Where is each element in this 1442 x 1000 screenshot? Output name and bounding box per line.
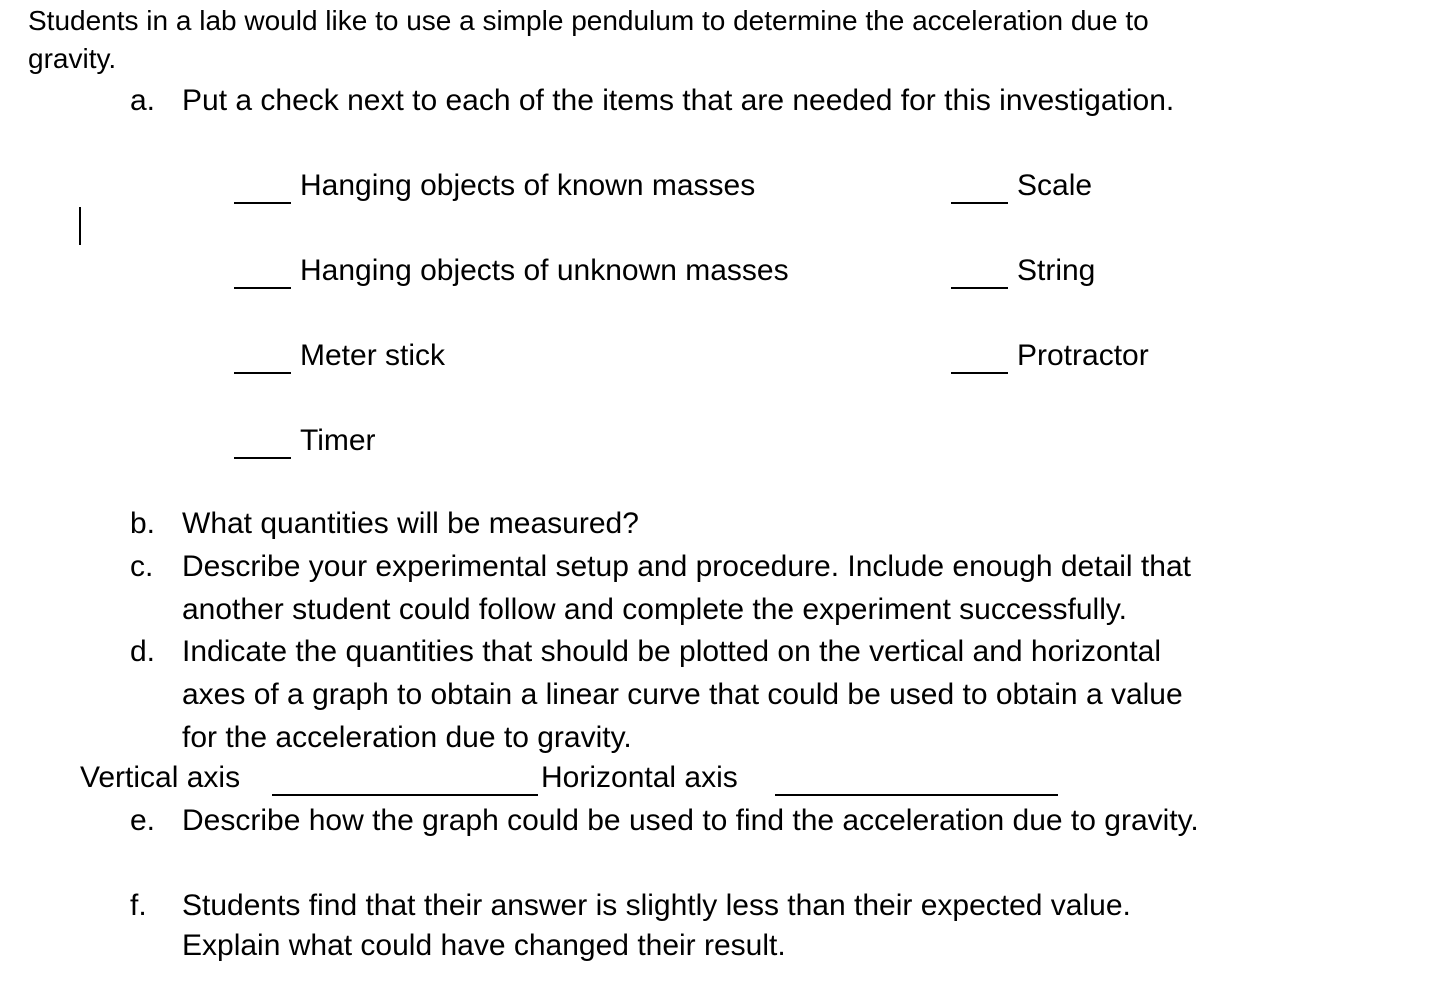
question-d-letter: d. [130, 635, 156, 668]
horizontal-axis-label: Horizontal axis [541, 761, 738, 794]
check-blank-timer[interactable] [234, 457, 291, 459]
check-blank-protractor[interactable] [951, 372, 1008, 374]
question-b [130, 503, 639, 545]
question-f [130, 885, 1131, 927]
intro-line-1: Students in a lab would like to use a simple pendulum to determine the acceleration due to [28, 5, 1149, 36]
check-blank-unknown-masses[interactable] [234, 287, 291, 289]
item-string: String [1017, 254, 1096, 287]
question-d [130, 631, 1161, 673]
horizontal-axis-answer-line[interactable] [775, 794, 1058, 796]
item-known-masses: Hanging objects of known masses [300, 169, 756, 202]
question-c [130, 546, 1191, 588]
question-e-letter: e. [130, 804, 156, 837]
check-blank-meter-stick[interactable] [234, 372, 291, 374]
item-scale: Scale [1017, 169, 1093, 202]
item-timer: Timer [300, 424, 376, 457]
question-c-line-2: another student could follow and complete the experiment successfully. [182, 593, 1127, 626]
vertical-axis-answer-line[interactable] [272, 794, 538, 796]
question-a-text: Put a check next to each of the items that are needed for this investigation. [182, 84, 1175, 117]
question-d-line-3: for the acceleration due to gravity. [182, 721, 632, 754]
check-blank-string[interactable] [951, 287, 1008, 289]
question-b-letter: b. [130, 507, 156, 540]
question-e [130, 800, 1199, 842]
text-cursor [79, 207, 81, 245]
question-f-letter: f. [130, 889, 147, 922]
question-b-text: What quantities will be measured? [182, 507, 639, 540]
question-d-line-1: Indicate the quantities that should be plotted on the vertical and horizontal [182, 635, 1161, 668]
question-a-letter: a. [130, 84, 156, 117]
intro-line-2: gravity. [28, 43, 117, 74]
question-f-line-2: Explain what could have changed their result. [182, 929, 786, 962]
item-meter-stick: Meter stick [300, 339, 446, 372]
question-c-letter: c. [130, 550, 154, 583]
question-d-line-2: axes of a graph to obtain a linear curve that could be used to obtain a value [182, 678, 1183, 711]
question-f-line-1: Students find that their answer is slightly less than their expected value. [182, 889, 1131, 922]
check-blank-scale[interactable] [951, 202, 1008, 204]
question-c-line-1: Describe your experimental setup and procedure. Include enough detail that [182, 550, 1191, 583]
question-e-text: Describe how the graph could be used to find the acceleration due to gravity. [182, 804, 1199, 837]
item-protractor: Protractor [1017, 339, 1149, 372]
item-unknown-masses: Hanging objects of unknown masses [300, 254, 789, 287]
check-blank-known-masses[interactable] [234, 202, 291, 204]
vertical-axis-label: Vertical axis [80, 761, 241, 794]
question-a [130, 80, 1174, 122]
